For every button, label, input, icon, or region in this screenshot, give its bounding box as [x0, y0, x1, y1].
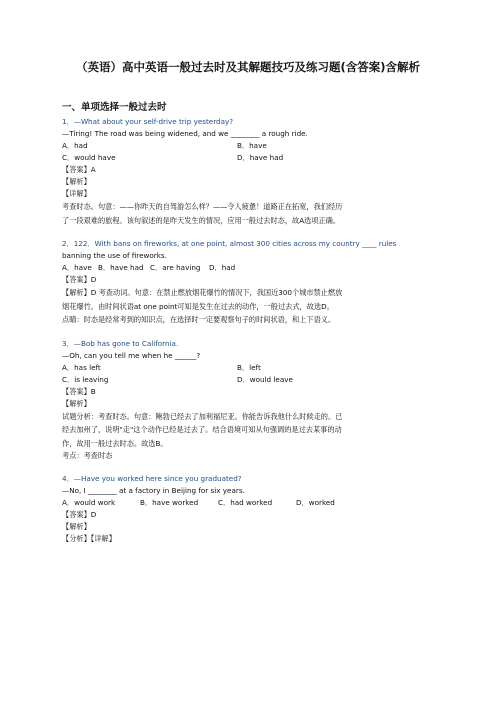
- question-4-answer: 【答案】D: [62, 510, 97, 519]
- question-3-point: 考点：考查时态: [62, 451, 113, 460]
- question-1-answer: 【答案】A: [62, 165, 96, 174]
- question-3-line2: —Oh, can you tell me when he ______?: [62, 350, 201, 360]
- question-2-note: 点睛：时态是经常考到的知识点，在选择时一定要观察句子的时间状语，和上下语义。: [62, 315, 336, 324]
- option-d: D．have had: [237, 153, 284, 162]
- option-a: A．has left: [62, 362, 101, 372]
- question-4-detail-label: 【分析】【详解】: [62, 534, 116, 543]
- question-3-explanation-line1: 试题分析：考查时态。句意：鲍勃已经去了加利福尼亚。你能告诉我他什么时候走的。已: [62, 411, 343, 421]
- question-3-options: [62, 362, 438, 374]
- option-c: C．are having: [150, 263, 201, 272]
- question-1-options: [62, 140, 438, 152]
- question-3-explanation-line3: 作，故用一般过去时态。故选B。: [62, 438, 168, 448]
- question-2-explanation-line1: 【解析】D 考查动词。句意：在禁止燃放烟花爆竹的情况下，我国近300个城市禁止燃放: [62, 288, 343, 297]
- option-d: D．would leave: [237, 374, 293, 384]
- option-a: A．had: [62, 141, 88, 150]
- question-3-stem: 3．—Bob has gone to California.: [62, 338, 179, 348]
- question-list: [62, 116, 438, 545]
- question-1-options-2: [62, 152, 438, 164]
- question-4-stem: 4．—Have you worked here since you graduated?: [62, 474, 242, 483]
- question-4-analysis-label: 【解析】: [62, 522, 91, 531]
- document-title: （英语）高中英语一般过去时及其解题技巧及练习题(含答案)含解析: [75, 60, 420, 74]
- option-a: A．have: [62, 263, 92, 272]
- question-1-explanation-line1: 考查时态。句意：——你昨天的自驾游怎么样？——令人疲惫！道路正在拓宽，我们经历: [62, 202, 343, 211]
- question-3-explanation-line2: 经去加州了，说明"走"这个动作已经是过去了。结合语境可知从句强调的是过去某事的动: [62, 425, 342, 434]
- question-2-stem-cont: banning the use of fireworks.: [62, 251, 167, 260]
- option-c: C．is leaving: [62, 374, 109, 384]
- option-b: B．have: [237, 141, 267, 150]
- option-c: C．had worked: [218, 498, 273, 507]
- option-c: C．would have: [62, 153, 116, 162]
- option-d: D．had: [209, 263, 236, 272]
- question-1-analysis-label: 【解析】: [62, 177, 91, 186]
- question-3-options-2: [62, 374, 438, 386]
- section-heading: 一、单项选择一般过去时: [62, 102, 167, 113]
- question-2-options: [62, 262, 438, 274]
- question-1-explanation-line2: 了一段艰难的旅程。该句叙述的是昨天发生的情况，应用一般过去时态，故A选项正确。: [62, 215, 341, 225]
- question-1-line2: —Tiring! The road was being widened, and we ________ a rough ride.: [62, 129, 308, 138]
- question-1-stem: 1．—What about your self-drive trip yesterday?: [62, 117, 234, 126]
- question-4-line2: —No, I ________ at a factory in Beijing for six years.: [62, 486, 245, 495]
- question-2-answer: 【答案】D: [62, 275, 97, 284]
- question-2-explanation-line2: 烟花爆竹。由时间状语at one point可知是发生在过去的动作，一般过去式，故选D。: [62, 301, 334, 311]
- option-b: B．have had: [98, 263, 144, 272]
- question-2-stem: 2．122．With bans on fireworks, at one point, almost 300 cities across my country ____ rules: [62, 239, 397, 248]
- option-b: B．left: [237, 362, 261, 372]
- question-1-detail-label: 【详解】: [62, 189, 91, 198]
- option-b: B．have worked: [140, 498, 199, 507]
- option-a: A．would work: [62, 498, 116, 507]
- option-d: D．worked: [296, 498, 335, 507]
- question-3-answer: 【答案】B: [62, 386, 96, 396]
- question-3-analysis-label: 【解析】: [62, 398, 91, 408]
- question-4-options: [62, 497, 438, 509]
